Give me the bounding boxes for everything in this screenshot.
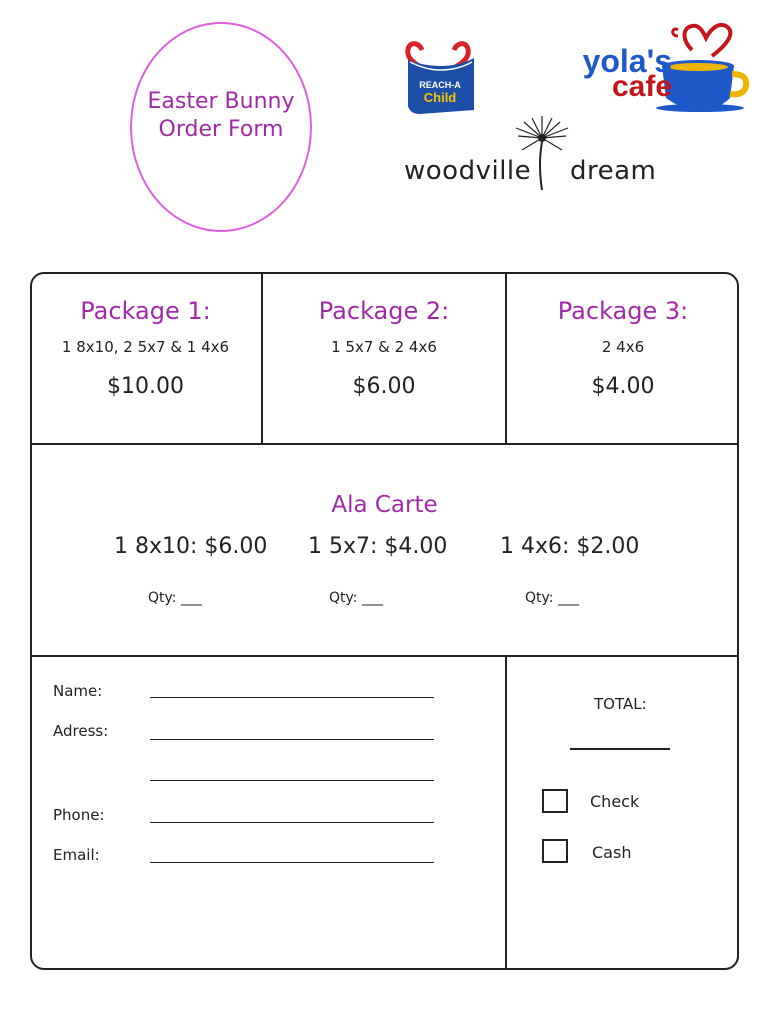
check-label: Check <box>590 792 640 811</box>
package-1 <box>30 296 261 399</box>
divider-packages <box>30 443 739 445</box>
package-3-title: Package 3: <box>557 297 689 325</box>
email-field[interactable] <box>150 862 434 863</box>
cash-checkbox[interactable] <box>542 839 568 863</box>
address-label: Adress: <box>53 722 109 740</box>
check-checkbox[interactable] <box>542 789 568 813</box>
total-label: TOTAL: <box>594 695 647 713</box>
cash-label: Cash <box>592 843 632 862</box>
ala-carte-price: 1 4x6: $2.00 <box>500 534 640 559</box>
package-3 <box>507 296 739 399</box>
qty-field-8x10[interactable]: Qty: ___ <box>148 590 202 606</box>
package-1-desc: 1 8x10, 2 5x7 & 1 4x6 <box>61 338 230 356</box>
form-title-line2: Order Form <box>158 117 284 142</box>
ala-carte-item-5x7 <box>308 534 447 559</box>
package-1-price: $10.00 <box>107 374 184 399</box>
woodville-dream-logo <box>404 112 666 192</box>
ala-carte-price: 1 5x7: $4.00 <box>308 534 448 559</box>
divider-ala-carte <box>30 655 739 657</box>
ala-carte-item-4x6 <box>500 534 639 559</box>
phone-label: Phone: <box>53 806 105 824</box>
address-field-line1[interactable] <box>150 739 434 740</box>
yolas-logo-line1: yola's <box>582 43 672 79</box>
qty-field-4x6[interactable]: Qty: ___ <box>525 590 579 606</box>
qty-field-5x7[interactable]: Qty: ___ <box>329 590 383 606</box>
ala-carte-price: 1 8x10: $6.00 <box>114 534 268 559</box>
reach-a-child-logo <box>400 36 482 120</box>
package-3-price: $4.00 <box>591 374 655 399</box>
total-field[interactable] <box>570 748 670 750</box>
name-label: Name: <box>53 682 103 700</box>
ala-carte-item-8x10 <box>114 534 267 559</box>
email-label: Email: <box>53 846 100 864</box>
woodville-word: woodville <box>404 156 532 186</box>
package-1-title: Package 1: <box>80 297 211 325</box>
yolas-cafe-logo <box>532 20 752 112</box>
package-2-desc: 1 5x7 & 2 4x6 <box>331 338 437 356</box>
reach-logo-line1: REACH-A <box>419 80 461 90</box>
form-title <box>130 88 312 144</box>
phone-field[interactable] <box>150 822 434 823</box>
name-field[interactable] <box>150 697 434 698</box>
address-field-line2[interactable] <box>150 780 434 781</box>
form-title-line1: Easter Bunny <box>147 89 295 114</box>
dream-word: dream <box>570 156 657 186</box>
package-3-desc: 2 4x6 <box>601 338 645 356</box>
divider-contact-payment <box>505 655 507 970</box>
package-2 <box>263 296 505 399</box>
package-2-title: Package 2: <box>318 297 450 325</box>
yolas-logo-line2: cafe <box>611 70 672 103</box>
reach-logo-line2: Child <box>423 90 457 105</box>
package-2-price: $6.00 <box>352 374 416 399</box>
ala-carte-title: Ala Carte <box>331 492 438 518</box>
